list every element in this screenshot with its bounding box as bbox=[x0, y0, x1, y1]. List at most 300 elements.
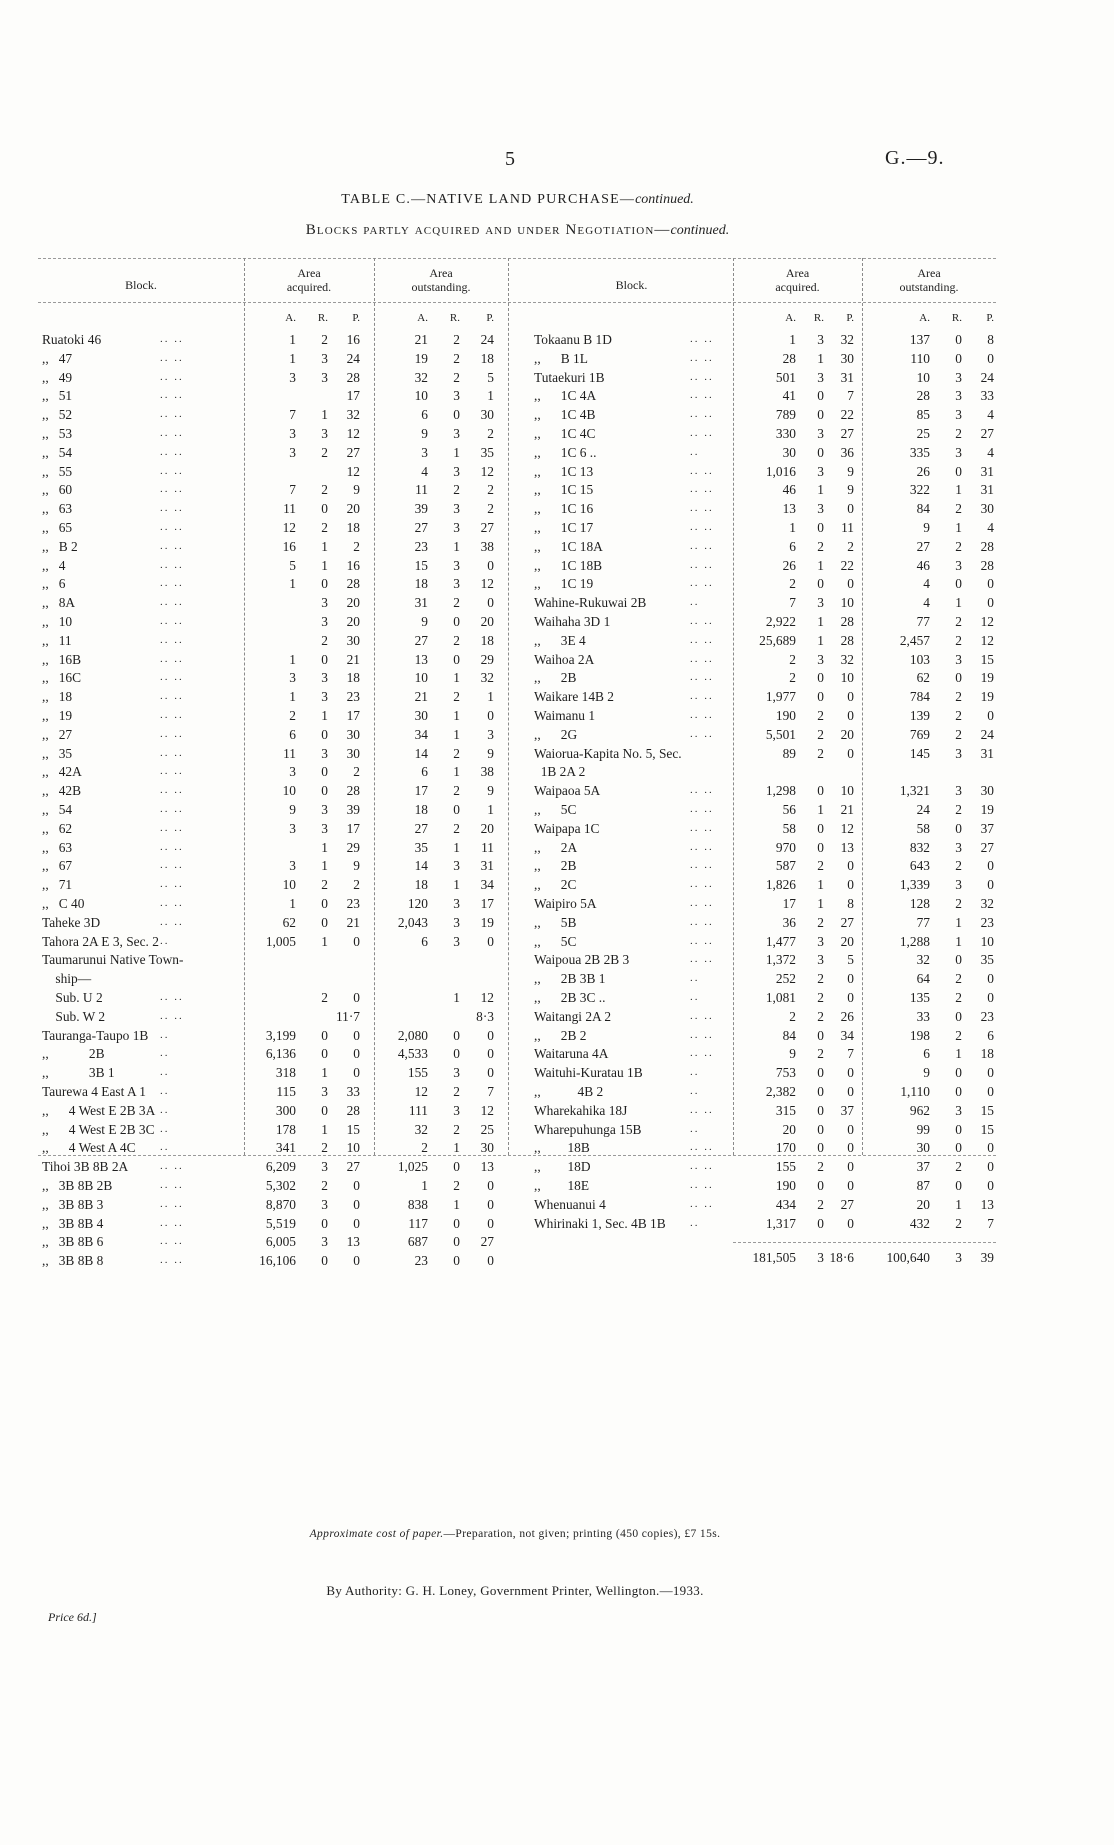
left-leader-dots: .. .. bbox=[160, 878, 184, 891]
right-block-name: ,, 3E 4 bbox=[534, 632, 586, 648]
right-acquired-value: 56 bbox=[782, 802, 796, 817]
left-outstanding-value: 5 bbox=[487, 369, 494, 385]
left-block-name: ,, 3B 8B 6 bbox=[42, 1234, 104, 1250]
right-acquired-value: 2 bbox=[847, 538, 854, 554]
left-outstanding-value: 3 bbox=[453, 914, 460, 930]
right-outstanding-value: 2,457 bbox=[899, 632, 930, 648]
right-block-name: ,, 2B 3C .. bbox=[534, 990, 606, 1005]
right-table-row bbox=[0, 725, 1114, 744]
right-acquired-value: 1,317 bbox=[765, 1215, 796, 1231]
right-outstanding-value: 15 bbox=[980, 651, 994, 667]
left-acquired-value: 28 bbox=[346, 576, 360, 592]
left-block-name: ,, 71 bbox=[42, 877, 73, 893]
right-acquired-value: 1 bbox=[817, 482, 824, 498]
right-table-row bbox=[0, 950, 1114, 969]
left-outstanding-value: 3 bbox=[453, 557, 460, 573]
left-block-name: ,, 49 bbox=[42, 369, 73, 385]
left-acquired-value: 12 bbox=[346, 463, 360, 479]
right-outstanding-value: 8 bbox=[987, 332, 994, 347]
left-block-name: ,, 51 bbox=[42, 388, 73, 404]
left-acquired-value: 1,005 bbox=[265, 933, 296, 949]
left-outstanding-value: 0 bbox=[487, 1027, 494, 1043]
right-table-row bbox=[0, 1214, 1114, 1233]
left-acquired-value: 33 bbox=[346, 1084, 360, 1099]
right-outstanding-value: 139 bbox=[909, 708, 930, 723]
right-leader-dots: .. .. bbox=[690, 727, 714, 740]
right-block-name: ,, 5C bbox=[534, 802, 577, 817]
right-acquired-value: 3 bbox=[817, 369, 824, 385]
left-leader-dots: .. .. bbox=[160, 502, 184, 515]
right-outstanding-value: 0 bbox=[987, 1178, 994, 1193]
left-leader-dots: .. .. bbox=[160, 351, 184, 364]
right-acquired-header: Area acquired. bbox=[775, 266, 820, 294]
left-outstanding-value: 2 bbox=[453, 1178, 460, 1193]
right-table-row bbox=[0, 687, 1114, 706]
left-block-name: ,, 42A bbox=[42, 764, 82, 780]
right-block-name: Whenuanui 4 bbox=[534, 1196, 606, 1212]
right-outstanding-value: 2 bbox=[955, 689, 962, 705]
right-outstanding-value: 15 bbox=[980, 1121, 994, 1137]
right-table-row bbox=[0, 744, 1114, 763]
left-block-name: ,, 3B 1 bbox=[42, 1065, 115, 1081]
right-leader-dots: .. .. bbox=[690, 427, 714, 439]
left-block-name: Ruatoki 46 bbox=[42, 332, 102, 347]
right-leader-dots: .. .. bbox=[690, 408, 714, 421]
left-outstanding-value: 1 bbox=[453, 444, 460, 460]
right-acquired-value: 1 bbox=[817, 614, 824, 629]
table-subtitle-text: Blocks partly acquired and under Negotiation— bbox=[305, 222, 671, 238]
right-leader-dots: .. .. bbox=[690, 671, 714, 684]
right-outstanding-value: 30 bbox=[980, 783, 994, 799]
left-acquired-value: 39 bbox=[346, 802, 360, 817]
left-block-name: Sub. W 2 bbox=[42, 1008, 106, 1024]
right-table-row bbox=[0, 480, 1114, 499]
left-outstanding-value: 2 bbox=[453, 632, 460, 648]
right-leader-dots: .. .. bbox=[690, 690, 714, 703]
right-leader-dots: .. bbox=[690, 445, 700, 458]
right-acquired-value: 2,922 bbox=[765, 614, 796, 629]
right-block-name: ,, 1C 6 .. bbox=[534, 444, 597, 460]
right-leader-dots: .. .. bbox=[690, 539, 714, 552]
right-block-name: ,, 1C 13 bbox=[534, 463, 594, 479]
right-block-name: ,, 2A bbox=[534, 839, 578, 855]
left-outstanding-value: 3 bbox=[453, 933, 460, 949]
left-acquired-value: 3 bbox=[321, 1234, 328, 1250]
left-acquired-value: 0 bbox=[353, 1196, 360, 1212]
right-acquired-value: 1,477 bbox=[765, 933, 796, 949]
right-block-name: ,, 18B bbox=[534, 1140, 590, 1156]
right-outstanding-value: 0 bbox=[955, 1008, 962, 1024]
left-outstanding-value: 21 bbox=[414, 332, 428, 347]
right-block-name: Tutaekuri 1B bbox=[534, 369, 605, 385]
left-acquired-value: 20 bbox=[346, 501, 360, 517]
left-block-name: ,, 4 West E 2B 3C bbox=[42, 1121, 155, 1137]
left-block-name: ,, 3B 8B 2B bbox=[42, 1178, 113, 1193]
right-acq-unit-label: A. bbox=[785, 312, 796, 324]
right-acquired-value: 36 bbox=[782, 914, 796, 930]
right-leader-dots: .. .. bbox=[690, 389, 714, 402]
left-acquired-value: 30 bbox=[346, 745, 360, 761]
left-acquired-value: 5,302 bbox=[265, 1178, 296, 1193]
left-acquired-value: 28 bbox=[346, 783, 360, 799]
left-outstanding-value: 0 bbox=[487, 933, 494, 949]
left-acquired-value: 1 bbox=[321, 557, 328, 573]
right-outstanding-value: 0 bbox=[955, 1178, 962, 1193]
right-outstanding-value: 12 bbox=[980, 614, 994, 629]
right-outstanding-value: 2 bbox=[955, 426, 962, 441]
right-outstanding-value: 3 bbox=[955, 407, 962, 423]
right-table-row bbox=[0, 1082, 1114, 1101]
right-outstanding-value: 1 bbox=[955, 520, 962, 535]
left-acquired-value: 11 bbox=[283, 501, 296, 517]
right-outstanding-value: 4 bbox=[987, 520, 994, 535]
left-block-name: ,, 4 West E 2B 3A bbox=[42, 1102, 156, 1118]
right-acquired-value: 0 bbox=[817, 1102, 824, 1118]
right-outstanding-value: 3 bbox=[955, 651, 962, 667]
right-table-row bbox=[0, 349, 1114, 368]
left-outstanding-value: 1 bbox=[453, 1196, 460, 1212]
left-outstanding-value: 32 bbox=[414, 1121, 428, 1137]
left-acquired-value: 1 bbox=[321, 933, 328, 949]
right-acquired-value: 0 bbox=[817, 689, 824, 705]
right-outstanding-value: 0 bbox=[955, 350, 962, 366]
left-acquired-value: 300 bbox=[275, 1102, 296, 1118]
right-outstanding-value: 3 bbox=[955, 1102, 962, 1118]
right-acquired-value: 13 bbox=[782, 501, 796, 517]
left-acquired-value: 2 bbox=[321, 632, 328, 648]
left-acquired-value: 2 bbox=[321, 482, 328, 498]
right-leader-dots: .. .. bbox=[690, 803, 714, 815]
left-outstanding-value: 30 bbox=[480, 1140, 494, 1156]
left-outstanding-value: 39 bbox=[414, 501, 428, 517]
left-leader-dots: .. .. bbox=[160, 652, 184, 665]
left-acquired-value: 0 bbox=[321, 1027, 328, 1043]
left-acquired-value: 1 bbox=[321, 839, 328, 855]
left-outstanding-value: 117 bbox=[408, 1215, 428, 1231]
right-block-name: Waitaruna 4A bbox=[534, 1046, 609, 1062]
left-outstanding-value: 0 bbox=[453, 614, 460, 629]
right-leader-dots: .. bbox=[690, 991, 700, 1003]
left-outstanding-value: 8·3 bbox=[476, 1008, 494, 1024]
left-outstanding-value: 2 bbox=[453, 783, 460, 799]
left-outstanding-value: 0 bbox=[453, 1159, 460, 1175]
right-outstanding-value: 2 bbox=[955, 708, 962, 723]
left-acquired-value: 23 bbox=[346, 689, 360, 705]
right-acquired-value: 0 bbox=[817, 1084, 824, 1099]
authority-line: By Authority: G. H. Loney, Government Printer, Wellington.—1933. bbox=[326, 1583, 704, 1598]
right-acquired-value: 34 bbox=[840, 1027, 854, 1043]
right-acquired-value: 0 bbox=[817, 1065, 824, 1081]
left-acquired-value: 0 bbox=[353, 1215, 360, 1231]
left-acquired-value: 318 bbox=[275, 1065, 296, 1081]
right-acquired-value: 970 bbox=[775, 839, 796, 855]
right-outstanding-value: 12 bbox=[980, 632, 994, 648]
left-acquired-value: 0 bbox=[321, 1215, 328, 1231]
left-acquired-value: 12 bbox=[282, 520, 296, 535]
right-outstanding-value: 6 bbox=[987, 1027, 994, 1043]
right-acquired-value: 46 bbox=[782, 482, 796, 498]
right-leader-dots: .. bbox=[690, 1085, 700, 1097]
right-leader-dots: .. .. bbox=[690, 1179, 714, 1191]
right-outstanding-value: 110 bbox=[910, 350, 930, 366]
right-acquired-value: 20 bbox=[840, 726, 854, 742]
right-acquired-value: 36 bbox=[840, 444, 854, 460]
left-acquired-value: 0 bbox=[321, 914, 328, 930]
right-acquired-value: 2 bbox=[817, 745, 824, 761]
left-acquired-value: 7 bbox=[289, 482, 296, 498]
left-leader-dots: .. .. bbox=[160, 333, 184, 345]
left-block-name: ,, 47 bbox=[42, 350, 73, 366]
right-leader-dots: .. .. bbox=[690, 558, 714, 571]
left-block-name: ,, 54 bbox=[42, 444, 73, 460]
right-table-row bbox=[0, 932, 1114, 951]
left-leader-dots: .. .. bbox=[160, 821, 184, 834]
left-block-name: ,, 27 bbox=[42, 726, 73, 742]
right-table-row bbox=[0, 499, 1114, 518]
left-block-name: ,, 53 bbox=[42, 426, 73, 441]
right-leader-dots: .. .. bbox=[690, 859, 714, 872]
right-outstanding-value: 32 bbox=[980, 896, 994, 911]
left-acquired-value: 9 bbox=[353, 858, 360, 874]
left-leader-dots: .. .. bbox=[160, 1235, 184, 1248]
right-acquired-value: 0 bbox=[817, 1121, 824, 1137]
left-outstanding-value: 30 bbox=[480, 407, 494, 423]
right-acquired-value: 1 bbox=[817, 896, 824, 911]
left-leader-dots: .. .. bbox=[160, 859, 184, 872]
left-acquired-value: 3 bbox=[289, 858, 296, 874]
left-outstanding-value: 3 bbox=[453, 501, 460, 517]
left-outstanding-value: 1 bbox=[453, 538, 460, 554]
right-outstanding-value: 0 bbox=[955, 1140, 962, 1156]
left-outstanding-value: 27 bbox=[414, 520, 428, 535]
right-outstanding-value: 3 bbox=[955, 839, 962, 855]
left-outstanding-value: 1 bbox=[453, 708, 460, 723]
right-outstanding-value: 1,321 bbox=[899, 783, 930, 799]
right-outstanding-value: 31 bbox=[980, 463, 994, 479]
left-block-name: ,, 4 bbox=[42, 557, 66, 573]
right-acquired-value: 0 bbox=[847, 501, 854, 517]
right-outstanding-value: 432 bbox=[909, 1215, 930, 1231]
left-block-name: ,, 42B bbox=[42, 783, 82, 799]
left-outstanding-value: 838 bbox=[407, 1196, 428, 1212]
right-acquired-value: 22 bbox=[840, 407, 854, 423]
right-outstanding-value: 0 bbox=[987, 990, 994, 1005]
right-outstanding-value: 832 bbox=[909, 839, 930, 855]
left-acquired-value: 2 bbox=[321, 1178, 328, 1193]
left-outstanding-value: 18 bbox=[414, 576, 428, 592]
right-acquired-value: 27 bbox=[840, 914, 854, 930]
right-acquired-value: 2 bbox=[817, 971, 824, 987]
left-outstanding-value: 3 bbox=[453, 1065, 460, 1081]
left-acquired-value: 20 bbox=[346, 595, 360, 611]
left-acquired-value: 23 bbox=[346, 896, 360, 911]
left-outstanding-value: 2 bbox=[453, 745, 460, 761]
left-leader-dots: .. .. bbox=[160, 1254, 184, 1267]
right-outstanding-value: 4 bbox=[923, 595, 930, 611]
right-outstanding-value: 137 bbox=[909, 332, 930, 347]
left-outstanding-value: 0 bbox=[487, 1065, 494, 1081]
left-outstanding-value: 24 bbox=[480, 332, 494, 347]
right-outstanding-value: 0 bbox=[987, 1084, 994, 1099]
left-leader-dots: .. .. bbox=[160, 765, 184, 778]
right-leader-dots: .. .. bbox=[690, 370, 714, 383]
right-acquired-value: 2 bbox=[789, 1008, 796, 1024]
right-acquired-value: 0 bbox=[847, 1215, 854, 1231]
left-outstanding-value: 2 bbox=[453, 482, 460, 498]
right-outstanding-value: 28 bbox=[980, 557, 994, 573]
totals-row bbox=[0, 1248, 1114, 1267]
right-leader-dots: .. bbox=[690, 1066, 700, 1079]
left-outstanding-value: 1 bbox=[453, 764, 460, 780]
right-acquired-value: 22 bbox=[840, 557, 854, 573]
right-outstanding-value: 322 bbox=[909, 482, 930, 498]
left-block-name: ,, 2B bbox=[42, 1046, 105, 1062]
left-acquired-value: 6 bbox=[289, 726, 296, 742]
left-block-name: ,, 11 bbox=[42, 632, 72, 648]
right-acquired-value: 58 bbox=[782, 820, 796, 836]
right-block-name: ,, 18E bbox=[534, 1178, 590, 1193]
left-outstanding-value: 0 bbox=[453, 407, 460, 423]
left-acquired-value: 2 bbox=[353, 538, 360, 554]
right-leader-dots: .. .. bbox=[690, 652, 714, 665]
left-acquired-value: 3,199 bbox=[265, 1027, 296, 1043]
right-outstanding-value: 77 bbox=[916, 914, 930, 930]
right-acquired-value: 252 bbox=[775, 971, 796, 987]
right-outstanding-value: 1 bbox=[955, 914, 962, 930]
right-outstanding-value: 145 bbox=[909, 745, 930, 761]
right-outstanding-value: 37 bbox=[916, 1159, 930, 1175]
right-outstanding-value: 2 bbox=[955, 802, 962, 817]
left-block-name: ,, 19 bbox=[42, 708, 73, 723]
left-acq-unit-label: R. bbox=[317, 312, 328, 324]
right-acquired-value: 2 bbox=[817, 1046, 824, 1062]
left-outstanding-value: 31 bbox=[414, 595, 428, 611]
right-table-row bbox=[0, 1157, 1114, 1176]
right-outstanding-value: 7 bbox=[987, 1215, 994, 1231]
right-outstanding-value: 0 bbox=[987, 1065, 994, 1081]
table-title-text: TABLE C.—NATIVE LAND PURCHASE— bbox=[341, 192, 636, 207]
left-leader-dots: .. .. bbox=[160, 464, 184, 477]
left-acquired-value: 0 bbox=[321, 651, 328, 667]
left-block-name: ,, 35 bbox=[42, 745, 73, 761]
left-outstanding-value: 0 bbox=[453, 1253, 460, 1269]
left-acquired-value: 2 bbox=[321, 444, 328, 460]
right-outstanding-value: 128 bbox=[909, 896, 930, 911]
right-outstanding-value: 99 bbox=[916, 1121, 930, 1137]
left-acquired-value: 9 bbox=[289, 802, 296, 817]
left-outstanding-value: 18 bbox=[480, 632, 494, 648]
left-outstanding-value: 14 bbox=[414, 745, 428, 761]
right-block-name: Waimanu 1 bbox=[534, 708, 596, 723]
right-table-row bbox=[0, 800, 1114, 819]
left-outstanding-value: 3 bbox=[453, 1102, 460, 1118]
right-table-row bbox=[0, 574, 1114, 593]
left-outstanding-value: 155 bbox=[407, 1065, 428, 1081]
left-outstanding-value: 2 bbox=[487, 501, 494, 517]
left-acquired-value: 2 bbox=[321, 520, 328, 535]
right-block-name: Wahine-Rukuwai 2B bbox=[534, 595, 647, 611]
right-acquired-value: 2 bbox=[817, 538, 824, 554]
left-leader-dots: .. .. bbox=[160, 427, 184, 439]
left-leader-dots: .. .. bbox=[160, 1160, 184, 1173]
right-outstanding-value: 0 bbox=[955, 576, 962, 592]
right-leader-dots: .. bbox=[690, 1216, 700, 1229]
left-outstanding-value: 2 bbox=[453, 369, 460, 385]
left-acquired-value: 7 bbox=[289, 407, 296, 423]
total-outstanding-value: 39 bbox=[980, 1250, 994, 1266]
right-outstanding-value: 1,288 bbox=[899, 933, 930, 949]
right-acquired-value: 0 bbox=[817, 576, 824, 592]
right-leader-dots: .. .. bbox=[690, 464, 714, 477]
left-outstanding-value: 1 bbox=[421, 1178, 428, 1193]
right-block-name: ,, 2C bbox=[534, 877, 577, 893]
right-outstanding-value: 19 bbox=[980, 689, 994, 705]
left-outstanding-value: 1 bbox=[453, 670, 460, 686]
right-acquired-value: 1 bbox=[817, 877, 824, 893]
left-acquired-value: 0 bbox=[321, 783, 328, 799]
left-outstanding-value: 27 bbox=[480, 520, 494, 535]
right-table-row bbox=[0, 1138, 1114, 1157]
left-acquired-value: 3 bbox=[321, 426, 328, 441]
right-outstanding-value: 31 bbox=[980, 482, 994, 498]
left-acquired-value: 16 bbox=[282, 538, 296, 554]
right-table-row bbox=[0, 838, 1114, 857]
left-outstanding-value: 6 bbox=[421, 407, 428, 423]
left-outstanding-value: 11 bbox=[415, 482, 428, 498]
right-outstanding-value: 32 bbox=[916, 952, 930, 968]
right-acquired-value: 501 bbox=[775, 369, 796, 385]
right-leader-dots: .. .. bbox=[690, 1009, 714, 1022]
right-table-row bbox=[0, 1101, 1114, 1120]
right-acquired-value: 587 bbox=[775, 858, 796, 874]
left-acquired-value: 27 bbox=[346, 444, 360, 460]
right-outstanding-value: 1 bbox=[955, 1196, 962, 1212]
left-outstanding-value: 6 bbox=[421, 933, 428, 949]
left-outstanding-value: 0 bbox=[453, 1234, 460, 1250]
right-outstanding-value: 33 bbox=[916, 1008, 930, 1024]
left-outstanding-value: 2 bbox=[453, 1121, 460, 1137]
left-outstanding-header: Area outstanding. bbox=[411, 266, 471, 294]
left-acquired-value: 1 bbox=[321, 1065, 328, 1081]
right-block-name: ,, 2G bbox=[534, 726, 578, 742]
right-outstanding-value: 0 bbox=[987, 877, 994, 893]
left-outstanding-value: 31 bbox=[480, 858, 494, 874]
right-leader-dots: .. .. bbox=[690, 840, 714, 853]
page-number: 5 bbox=[505, 148, 515, 170]
left-block-name: ,, 3B 8B 8 bbox=[42, 1253, 104, 1269]
right-leader-dots: .. .. bbox=[690, 1160, 714, 1173]
left-acquired-value: 0 bbox=[321, 501, 328, 517]
right-outstanding-value: 26 bbox=[916, 463, 930, 479]
right-acquired-value: 0 bbox=[847, 877, 854, 893]
left-block-name: ,, 62 bbox=[42, 820, 73, 836]
right-leader-dots: .. .. bbox=[690, 784, 714, 797]
left-acquired-value: 9 bbox=[353, 482, 360, 498]
right-acquired-value: 1,298 bbox=[765, 783, 796, 799]
left-leader-dots: .. .. bbox=[160, 596, 184, 609]
right-acquired-value: 0 bbox=[817, 1027, 824, 1043]
right-block-name: ,, 1C 15 bbox=[534, 482, 594, 498]
right-outstanding-value: 0 bbox=[955, 670, 962, 686]
left-outstanding-value: 18 bbox=[480, 350, 494, 366]
right-table-row bbox=[0, 1176, 1114, 1195]
right-block-name: Tokaanu B 1D bbox=[534, 332, 612, 347]
right-table-row bbox=[0, 913, 1114, 932]
right-table-row bbox=[0, 1120, 1114, 1139]
left-outstanding-value: 35 bbox=[414, 839, 428, 855]
left-acquired-value: 11 bbox=[283, 745, 296, 761]
left-outstanding-value: 19 bbox=[480, 914, 494, 930]
